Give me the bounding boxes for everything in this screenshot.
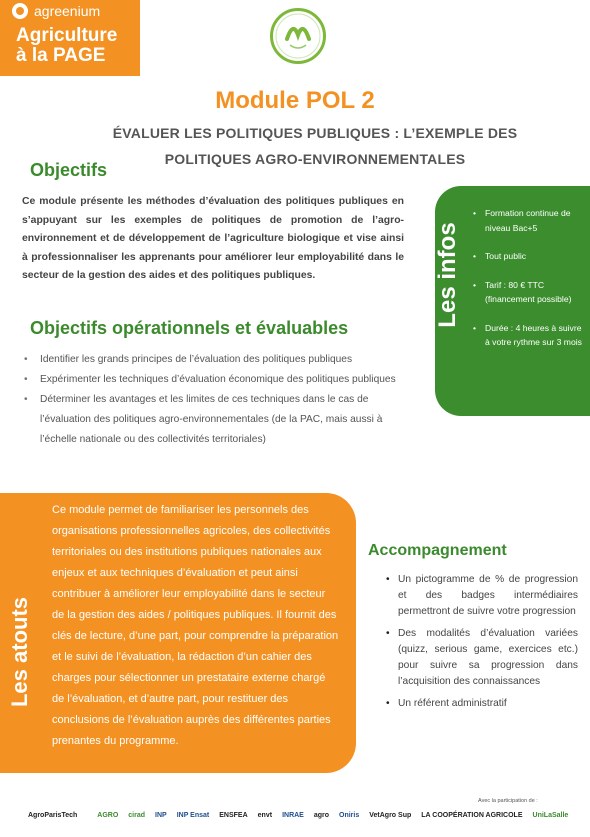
subtitle-line2: POLITIQUES AGRO-ENVIRONNEMENTALES bbox=[164, 151, 466, 167]
partner-logo: INP bbox=[155, 811, 167, 819]
partner-logo: Oniris bbox=[339, 811, 360, 819]
accompagnement-heading: Accompagnement bbox=[368, 542, 507, 559]
infos-label: Les infos bbox=[434, 222, 461, 328]
brand-box bbox=[0, 0, 140, 76]
partner-logo: VetAgro Sup bbox=[369, 811, 412, 819]
atouts-text: Ce module permet de familiariser les personnels des organisations professionnelles agricoles, des collectivités territoriales ou des institutions publiques nationales aux enjeux et aux techniques d’évaluation et peut ainsi contribuer à améliorer leur employabilité dans le secteur de la gestion des aides / politiques publiques. Il fournit des clés de lecture, d’une part, pour comprendre la préparation et le suivi de l’évaluation, la rédaction d’un cahier des charges pour sélectionner un prestataire externe chargé de l’évaluation, et d’autre part, pour restituer des conclusions de l’évaluation auprès des différentes parties prenantes du programme. bbox=[52, 504, 339, 747]
list-item: • Identifier les grands principes de l’évaluation des politiques publiques bbox=[24, 350, 414, 370]
agreenium-icon bbox=[12, 3, 28, 19]
accompagnement-list bbox=[386, 572, 578, 718]
brand-title bbox=[16, 26, 117, 66]
info-item: • Tout public bbox=[473, 249, 585, 264]
partner-logo: ENSFEA bbox=[219, 811, 248, 819]
module-title: Module POL 2 bbox=[215, 87, 375, 114]
objectifs-heading: Objectifs bbox=[30, 160, 108, 180]
list-item: • Un référent administratif bbox=[386, 696, 578, 712]
brand-title-line2: à la PAGE bbox=[16, 45, 106, 66]
seal-icon bbox=[270, 8, 326, 64]
operationnels-list bbox=[24, 350, 414, 450]
partner-logo: LA COOPÉRATION AGRICOLE bbox=[421, 811, 523, 819]
partner-logo: AgroParisTech bbox=[28, 811, 78, 819]
partner-logo: INRAE bbox=[282, 811, 304, 819]
partner-logo: UniLaSalle bbox=[532, 811, 569, 819]
info-item: • Formation continue de niveau Bac+5 bbox=[473, 206, 585, 235]
info-item: • Tarif : 80 € TTC (financement possible) bbox=[473, 278, 585, 307]
list-item: • Des modalités d’évaluation variées (quizz, serious game, exercices etc.) pour suivre sa progression dans l’acquisition des connaissances bbox=[386, 626, 578, 690]
info-item: • Durée : 4 heures à suivre à votre rythme sur 3 mois bbox=[473, 321, 585, 350]
list-item: • Déterminer les avantages et les limites de ces techniques dans le cas de l’évaluation des politiques agro-environnementales (de la PAC, mais aussi à l’échelle nationale ou des collectivités territoriales) bbox=[24, 390, 414, 450]
partner-logo: agro bbox=[313, 811, 330, 819]
module-subtitle bbox=[70, 120, 560, 172]
brand-title-line1: Agriculture bbox=[16, 25, 118, 46]
subtitle-line1: ÉVALUER LES POLITIQUES PUBLIQUES : L’EXEMPLE DES bbox=[112, 125, 518, 141]
objectifs-text: Ce module présente les méthodes d’évaluation des politiques publiques en s’appuyant sur les exemples de politiques de promotion de l’agro-environnement et de développement de l’agriculture biologique et vise ainsi à professionnaliser les apprenants pour améliorer leur employabilité dans le secteur de la gestion des aides et des politiques publiques. bbox=[22, 196, 404, 281]
operationnels-heading: Objectifs opérationnels et évaluables bbox=[30, 318, 349, 338]
participation-label: Avec la participation de : bbox=[478, 798, 538, 804]
partner-logo: INP Ensat bbox=[176, 811, 210, 819]
infos-list bbox=[473, 206, 585, 364]
agreenium-logo-text: agreenium bbox=[34, 3, 101, 19]
partner-logos bbox=[28, 800, 568, 830]
agreenium-logo bbox=[12, 3, 100, 19]
atouts-label: Les atouts bbox=[7, 596, 32, 708]
partner-logo: envt bbox=[257, 811, 273, 819]
partner-logo: cirad bbox=[128, 811, 146, 819]
partner-logo: AGRO bbox=[97, 811, 119, 819]
list-item: • Un pictogramme de % de progression et des badges intermédiaires permettront de suivre votre progression bbox=[386, 572, 578, 620]
list-item: • Expérimenter les techniques d’évaluation économique des politiques publiques bbox=[24, 370, 414, 390]
